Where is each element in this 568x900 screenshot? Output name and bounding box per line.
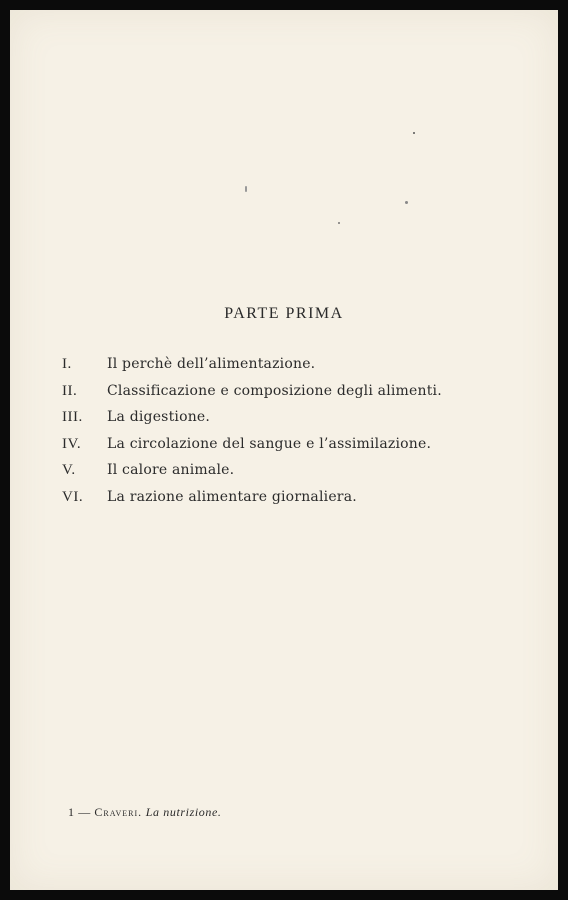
part-title: PARTE PRIMA bbox=[224, 305, 344, 322]
book-page bbox=[10, 10, 558, 890]
chapter-item bbox=[62, 383, 542, 410]
chapter-item bbox=[62, 436, 542, 463]
author-name: Craveri. bbox=[94, 805, 143, 819]
ink-speck bbox=[338, 222, 340, 224]
signature-mark: 1 — bbox=[68, 805, 91, 819]
chapter-title: La razione alimentare giornaliera. bbox=[107, 488, 357, 505]
chapter-title: Classificazione e composizione degli alimenti. bbox=[107, 382, 442, 399]
ink-speck bbox=[245, 186, 247, 192]
chapter-number: IV. bbox=[62, 435, 82, 452]
chapter-number: III. bbox=[62, 409, 83, 425]
chapter-title: Il calore animale. bbox=[107, 462, 235, 478]
ink-speck bbox=[405, 201, 408, 204]
chapter-item bbox=[62, 356, 542, 383]
chapter-item bbox=[62, 489, 542, 516]
chapter-number: II. bbox=[62, 382, 78, 399]
chapter-list bbox=[62, 356, 542, 515]
chapter-title: Il perchè dell’alimentazione. bbox=[107, 356, 316, 372]
printer-signature-line bbox=[68, 805, 222, 820]
chapter-item bbox=[62, 409, 542, 436]
chapter-number: V. bbox=[62, 462, 76, 478]
chapter-title: La circolazione del sangue e l’assimilazione. bbox=[107, 435, 432, 452]
book-title: La nutrizione. bbox=[145, 805, 222, 819]
chapter-number: VI. bbox=[62, 488, 84, 505]
chapter-title: La digestione. bbox=[107, 409, 211, 425]
chapter-number: I. bbox=[62, 356, 72, 372]
ink-speck bbox=[413, 132, 415, 134]
chapter-item bbox=[62, 462, 542, 489]
